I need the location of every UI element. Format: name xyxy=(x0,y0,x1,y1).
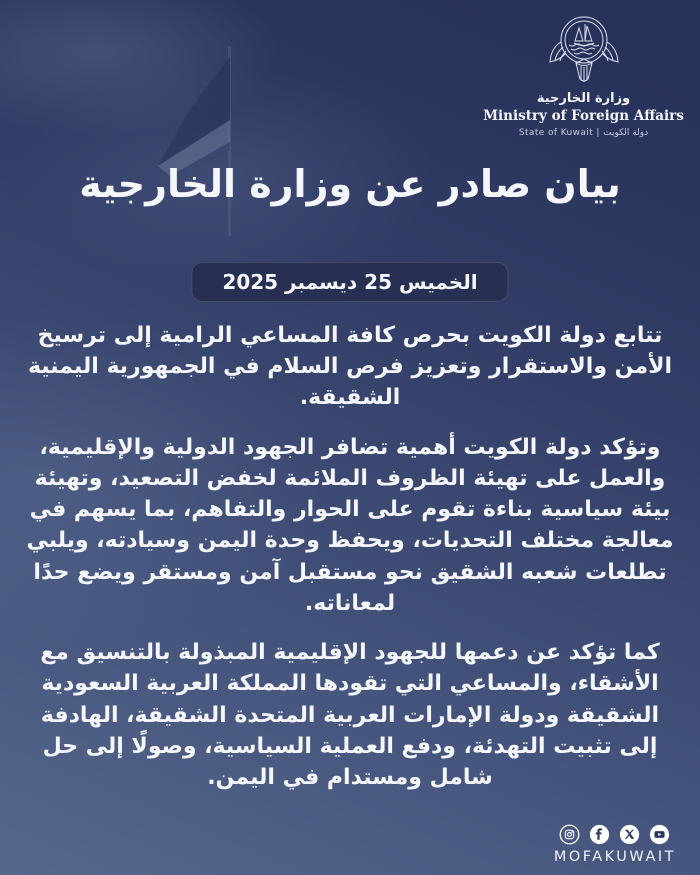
instagram-icon xyxy=(559,824,580,845)
state-of-kuwait-label: State of Kuwait | دولة الكويت xyxy=(518,128,649,139)
statement-title: بيان صادر عن وزارة الخارجية xyxy=(79,162,621,206)
statement-body xyxy=(26,320,674,811)
ministry-logo xyxy=(481,14,686,139)
social-icons-row xyxy=(554,824,676,845)
kuwait-emblem-icon xyxy=(543,14,625,86)
statement-paragraph: وتؤكد دولة الكويت أهمية تضافر الجهود الدولية والإقليمية، والعمل على تهيئة الظروف الملائمة لخفض التصعيد، وتهيئة بيئة سياسية بناءة تقوم على الحوار والتفاهم، بما يسهم في معالجة مختلف التحديات، ويحفظ وحدة اليمن وسيادته، ويلبي تطلعات شعبه الشقيق نحو مستقبل آمن ومستقر ويضع حدًا لمعاناته. xyxy=(26,434,674,616)
statement-paragraph: كما تؤكد عن دعمها للجهود الإقليمية المبذولة بالتنسيق مع الأشقاء، والمساعي التي تقودها المملكة العربية السعودية الشقيقة ودولة الإمارات العربية المتحدة الشقيقة، الهادفة إلى تثبيت التهدئة، ودفع العملية السياسية، وصولًا إلى حل شامل ومستدام في اليمن. xyxy=(40,640,660,791)
ministry-name-english: Ministry of Foreign Affairs xyxy=(483,108,684,125)
social-footer xyxy=(554,824,676,865)
x-icon xyxy=(619,824,640,845)
statement-paragraph: تتابع دولة الكويت بحرص كافة المساعي الرامية إلى ترسيخ الأمن والاستقرار وتعزيز فرص السلام في الجمهورية اليمنية الشقيقة. xyxy=(27,323,673,411)
kuwait-flag-background xyxy=(60,0,380,260)
date-badge: الخميس 25 ديسمبر 2025 xyxy=(191,262,508,302)
facebook-icon xyxy=(589,824,610,845)
social-handle: MOFAKUWAIT xyxy=(553,849,676,865)
youtube-icon xyxy=(649,824,670,845)
ministry-name-arabic: وزارة الخارجية xyxy=(536,91,631,106)
